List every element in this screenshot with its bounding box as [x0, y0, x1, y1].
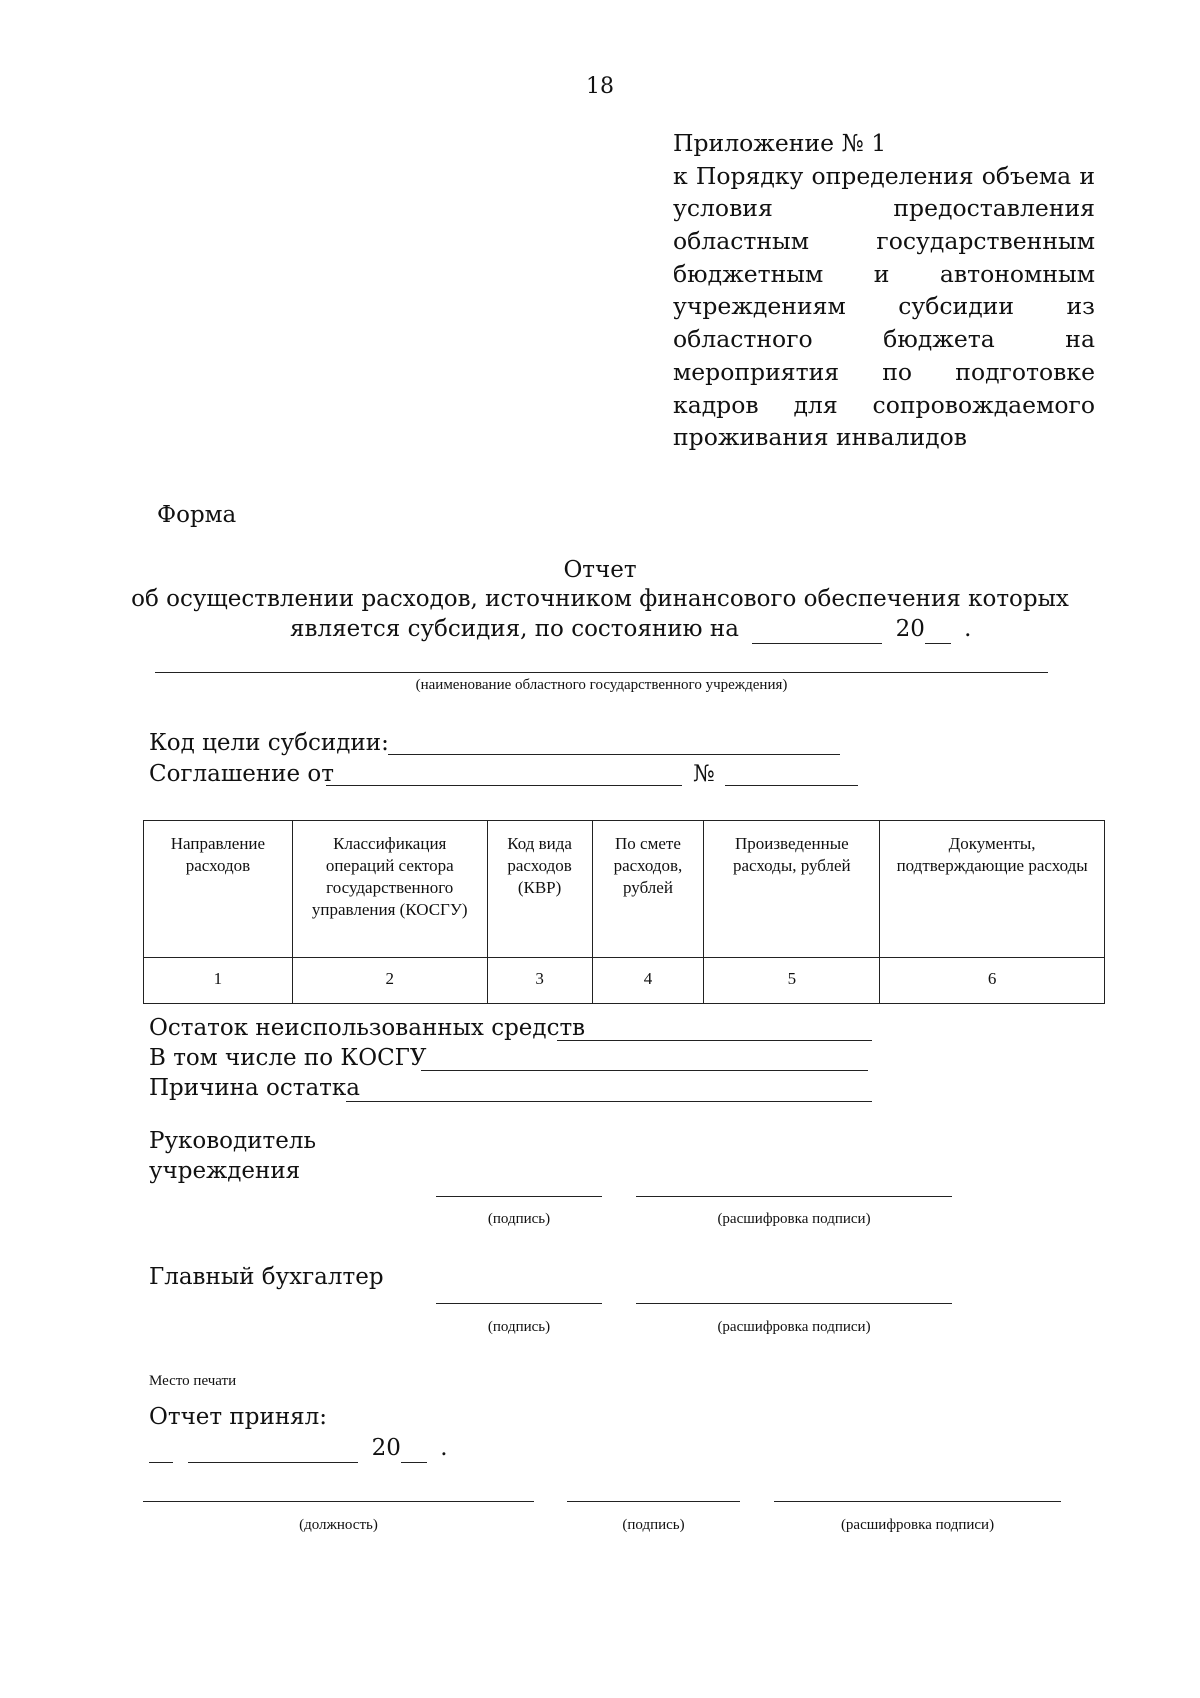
appendix-word: на: [1065, 325, 1095, 354]
appendix-word: автономным: [939, 259, 1095, 288]
column-number-cell[interactable]: 2: [292, 958, 487, 1004]
subsidy-goal-code-field[interactable]: [388, 754, 840, 755]
head-label-line1: Руководитель: [149, 1128, 316, 1154]
position-field[interactable]: [143, 1501, 534, 1502]
column-number-cell[interactable]: 5: [704, 958, 880, 1004]
appendix-line: [673, 390, 1095, 423]
report-title: Отчет: [563, 557, 637, 583]
appendix-word: областным: [673, 227, 810, 256]
appendix-line: [673, 161, 1095, 194]
appendix-line: [673, 357, 1095, 390]
agreement-number-label: №: [693, 761, 715, 787]
year-blank[interactable]: [925, 622, 951, 644]
subtitle-prefix: является субсидия, по состоянию на: [290, 616, 739, 642]
acceptor-signature-field[interactable]: [567, 1501, 740, 1502]
appendix-line: [673, 422, 1095, 455]
acceptor-signature-caption: (подпись): [622, 1517, 685, 1533]
head-signature-caption: (подпись): [487, 1211, 551, 1227]
form-label: Форма: [157, 502, 237, 528]
balance-reason-field[interactable]: [346, 1101, 872, 1102]
table-header-cell: Классификация операций сектора государственного управления (КОСГУ): [292, 821, 487, 958]
head-decoding-caption: (расшифровка подписи): [717, 1211, 871, 1227]
unused-funds-label: Остаток неиспользованных средств: [149, 1015, 586, 1041]
acceptor-decoding-caption: (расшифровка подписи): [840, 1517, 995, 1533]
appendix-word: условия: [673, 194, 773, 223]
seal-place-label: Место печати: [149, 1373, 237, 1389]
report-subtitle-line2: [290, 614, 971, 644]
appendix-line: [673, 193, 1095, 226]
subsidy-goal-code-label: Код цели субсидии:: [149, 730, 389, 756]
appendix-word: подготовке: [955, 357, 1095, 386]
column-number-cell[interactable]: 6: [880, 958, 1105, 1004]
head-signature-field[interactable]: [436, 1196, 602, 1197]
agreement-date-field[interactable]: [326, 785, 682, 786]
appendix-word: Порядку: [695, 161, 804, 190]
agreement-number-field[interactable]: [725, 785, 858, 786]
table-header-cell: Код вида расходов (КВР): [487, 821, 592, 958]
appendix-word: к: [673, 161, 688, 190]
by-kosgu-field[interactable]: [421, 1070, 868, 1071]
appendix-word: Приложение № 1: [673, 129, 887, 157]
acceptor-decoding-field[interactable]: [774, 1501, 1061, 1502]
expenses-table: [143, 820, 1105, 1004]
chief-accountant-label: Главный бухгалтер: [149, 1264, 384, 1290]
head-decoding-field[interactable]: [636, 1196, 952, 1197]
appendix-word: для: [793, 390, 838, 419]
accountant-signature-caption: (подпись): [487, 1319, 551, 1335]
acceptance-date-end: .: [440, 1435, 448, 1461]
column-number-cell[interactable]: 1: [144, 958, 293, 1004]
institution-caption: (наименование областного государственного учреждения): [415, 677, 788, 693]
appendix-word: субсидии: [898, 292, 1015, 321]
table-header-cell: Направление расходов: [144, 821, 293, 958]
table-header-row: [144, 821, 1105, 958]
accountant-decoding-field[interactable]: [636, 1303, 952, 1304]
head-label-line2: учреждения: [149, 1158, 301, 1184]
appendix-word: из: [1066, 292, 1095, 321]
day-blank[interactable]: [149, 1441, 173, 1463]
column-number-cell[interactable]: 4: [592, 958, 704, 1004]
appendix-word: по: [882, 357, 913, 386]
appendix-word: сопровождаемого: [872, 390, 1095, 419]
appendix-word: учреждениям: [673, 292, 846, 321]
appendix-word: бюджетным: [673, 259, 824, 288]
table-header-cell: По смете расходов, рублей: [592, 821, 704, 958]
balance-reason-label: Причина остатка: [149, 1075, 360, 1101]
date-blank[interactable]: [752, 622, 882, 644]
appendix-block: [673, 128, 1095, 455]
appendix-line: [673, 324, 1095, 357]
table-header-cell: Документы, подтверждающие расходы: [880, 821, 1105, 958]
appendix-word: мероприятия: [673, 357, 840, 386]
appendix-word: предоставления: [893, 194, 1095, 223]
accountant-decoding-caption: (расшифровка подписи): [717, 1319, 871, 1335]
institution-name-line[interactable]: [155, 672, 1048, 673]
page-number: 18: [586, 74, 614, 99]
appendix-word: объема: [981, 161, 1072, 190]
appendix-line: [673, 226, 1095, 259]
report-accepted-label: Отчет принял:: [149, 1404, 328, 1430]
appendix-word: бюджета: [883, 325, 995, 354]
month-blank[interactable]: [188, 1441, 358, 1463]
report-subtitle-line1: об осуществлении расходов, источником финансового обеспечения которых: [131, 586, 1069, 612]
appendix-word: государственным: [876, 227, 1095, 256]
unused-funds-field[interactable]: [557, 1040, 872, 1041]
table-row: [144, 958, 1105, 1004]
appendix-word: областного: [673, 325, 813, 354]
appendix-line: [673, 291, 1095, 324]
subtitle-end: .: [964, 616, 972, 642]
year-prefix: 20: [895, 616, 925, 642]
appendix-word: и: [873, 259, 890, 288]
agreement-from-label: Соглашение от: [149, 761, 334, 787]
appendix-word: определения: [811, 161, 974, 190]
acceptance-year-prefix: 20: [371, 1435, 401, 1461]
position-caption: (должность): [299, 1517, 378, 1533]
appendix-word: кадров: [673, 390, 759, 419]
acceptance-year-blank[interactable]: [401, 1441, 427, 1463]
appendix-word: проживания инвалидов: [673, 423, 968, 452]
appendix-line: [673, 259, 1095, 292]
column-number-cell[interactable]: 3: [487, 958, 592, 1004]
acceptance-date: [149, 1433, 448, 1463]
by-kosgu-label: В том числе по КОСГУ: [149, 1045, 427, 1071]
appendix-line: [673, 128, 1095, 161]
appendix-word: и: [1079, 161, 1095, 190]
accountant-signature-field[interactable]: [436, 1303, 602, 1304]
table-header-cell: Произведенные расходы, рублей: [704, 821, 880, 958]
